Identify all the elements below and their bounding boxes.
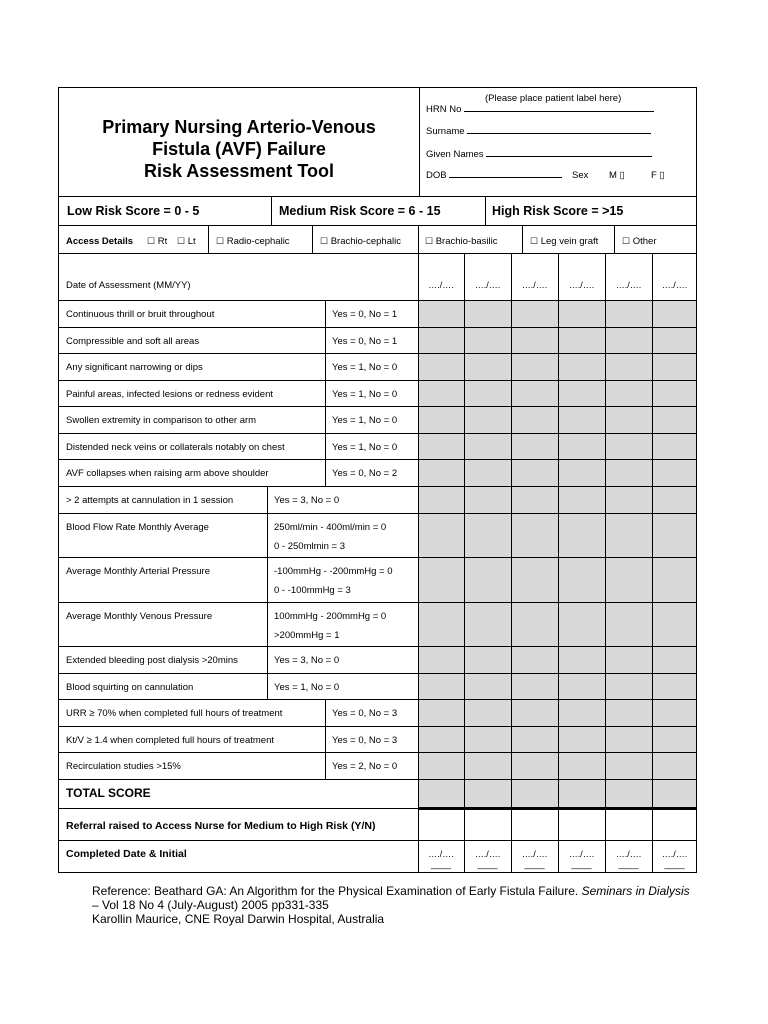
referral-entry-cell[interactable]: [558, 808, 605, 840]
date-entry-cell[interactable]: …./….: [428, 280, 454, 290]
score-entry-cell[interactable]: [605, 602, 652, 646]
score-entry-cell[interactable]: [652, 486, 697, 513]
access-other-option[interactable]: ☐ Other: [622, 236, 657, 247]
score-entry-cell[interactable]: [558, 752, 605, 779]
criterion-scoring: Yes = 0, No = 2: [332, 468, 398, 479]
total-score-cell[interactable]: [511, 779, 558, 808]
score-entry-cell[interactable]: [418, 406, 464, 433]
criterion-scoring: 100mmHg - 200mmHg = 0: [274, 611, 387, 622]
score-entry-cell[interactable]: [652, 752, 697, 779]
criterion-scoring: Yes = 1, No = 0: [332, 442, 398, 453]
criterion-label: Kt/V ≥ 1.4 when completed full hours of treatment: [66, 735, 274, 746]
criterion-label: Continuous thrill or bruit throughout: [66, 309, 215, 320]
score-entry-cell[interactable]: [605, 699, 652, 726]
score-entry-cell[interactable]: [418, 557, 464, 602]
criterion-scoring: Yes = 1, No = 0: [332, 415, 398, 426]
criterion-scoring-alt: 0 - -100mmHg = 3: [274, 585, 351, 596]
criterion-scoring: Yes = 0, No = 3: [332, 708, 398, 719]
assessment-form: [58, 87, 697, 873]
referral-entry-cell[interactable]: [511, 808, 558, 840]
criterion-label: AVF collapses when raising arm above shoulder: [66, 468, 269, 479]
score-entry-cell[interactable]: [605, 300, 652, 327]
score-entry-cell[interactable]: [558, 406, 605, 433]
score-entry-cell[interactable]: [418, 380, 464, 406]
score-entry-cell[interactable]: [418, 459, 464, 486]
radio-cephalic-checkbox-icon: ☐: [216, 236, 225, 246]
criterion-label: Swollen extremity in comparison to other arm: [66, 415, 257, 426]
referral-entry-cell[interactable]: [605, 808, 652, 840]
leg-vein-graft-checkbox-icon: ☐: [530, 236, 539, 246]
score-entry-cell[interactable]: [418, 602, 464, 646]
criterion-label: Any significant narrowing or dips: [66, 362, 203, 373]
criterion-scoring: -100mmHg - -200mmHg = 0: [274, 566, 393, 577]
completed-initial-cell[interactable]: ____: [477, 859, 498, 869]
access-radio-cephalic-option[interactable]: ☐ Radio-cephalic: [216, 236, 290, 247]
given-names-field[interactable]: Given Names: [426, 149, 652, 160]
score-entry-cell[interactable]: [652, 380, 697, 406]
score-entry-cell[interactable]: [418, 646, 464, 673]
criterion-scoring: Yes = 3, No = 0: [274, 495, 340, 506]
completed-date-cell[interactable]: …./….: [474, 849, 501, 859]
rt-checkbox-icon: ☐: [147, 236, 156, 246]
score-entry-cell[interactable]: [464, 406, 511, 433]
criterion-label: Average Monthly Arterial Pressure: [66, 566, 210, 577]
score-entry-cell[interactable]: [511, 327, 558, 353]
score-entry-cell[interactable]: [652, 699, 697, 726]
score-entry-cell[interactable]: [511, 646, 558, 673]
score-entry-cell[interactable]: [605, 486, 652, 513]
score-entry-cell[interactable]: [652, 557, 697, 602]
total-score-cell[interactable]: [652, 779, 697, 808]
score-entry-cell[interactable]: [511, 433, 558, 459]
score-entry-cell[interactable]: [605, 557, 652, 602]
high-risk-score: High Risk Score = >15: [492, 204, 624, 218]
score-entry-cell[interactable]: [464, 459, 511, 486]
total-score-cell[interactable]: [558, 779, 605, 808]
score-entry-cell[interactable]: [652, 327, 697, 353]
score-entry-cell[interactable]: [558, 699, 605, 726]
criterion-label: Extended bleeding post dialysis >20mins: [66, 655, 238, 666]
access-lt-option[interactable]: ☐ Lt: [177, 236, 196, 247]
completed-date-cell[interactable]: …./….: [661, 849, 688, 859]
score-entry-cell[interactable]: [464, 433, 511, 459]
score-entry-cell[interactable]: [511, 300, 558, 327]
score-entry-cell[interactable]: [652, 673, 697, 699]
hrn-field[interactable]: HRN No: [426, 104, 654, 115]
date-entry-cell[interactable]: …./….: [474, 280, 501, 290]
criterion-label: URR ≥ 70% when completed full hours of treatment: [66, 708, 283, 719]
referral-label: Referral raised to Access Nurse for Medium to High Risk (Y/N): [66, 820, 376, 832]
criterion-scoring: Yes = 1, No = 0: [332, 362, 398, 373]
score-entry-cell[interactable]: [418, 300, 464, 327]
score-entry-cell[interactable]: [558, 513, 605, 557]
score-entry-cell[interactable]: [558, 726, 605, 752]
score-entry-cell[interactable]: [605, 327, 652, 353]
criterion-scoring: Yes = 1, No = 0: [274, 682, 340, 693]
score-entry-cell[interactable]: [418, 486, 464, 513]
completed-date-cell[interactable]: …./….: [615, 849, 642, 859]
criterion-scoring: Yes = 3, No = 0: [274, 655, 340, 666]
total-score-label: TOTAL SCORE: [66, 786, 151, 800]
criterion-label: Average Monthly Venous Pressure: [66, 611, 213, 622]
score-entry-cell[interactable]: [418, 752, 464, 779]
sex-male-option[interactable]: M ▯: [609, 170, 625, 181]
score-entry-cell[interactable]: [511, 557, 558, 602]
medium-risk-score: Medium Risk Score = 6 - 15: [279, 204, 441, 218]
score-entry-cell[interactable]: [511, 459, 558, 486]
surname-field[interactable]: Surname: [426, 126, 651, 137]
completed-date-cell[interactable]: …./….: [428, 849, 454, 859]
criterion-label: Blood Flow Rate Monthly Average: [66, 522, 209, 533]
access-brachio-cephalic-option[interactable]: ☐ Brachio-cephalic: [320, 236, 401, 247]
criterion-label: > 2 attempts at cannulation in 1 session: [66, 495, 234, 506]
total-score-cell[interactable]: [605, 779, 652, 808]
female-checkbox-icon: ▯: [659, 170, 665, 181]
score-entry-cell[interactable]: [418, 433, 464, 459]
score-entry-cell[interactable]: [558, 646, 605, 673]
score-entry-cell[interactable]: [464, 486, 511, 513]
other-checkbox-icon: ☐: [622, 236, 631, 246]
score-entry-cell[interactable]: [464, 557, 511, 602]
completed-initial-cell[interactable]: ____: [524, 859, 545, 869]
score-entry-cell[interactable]: [464, 513, 511, 557]
score-entry-cell[interactable]: [652, 353, 697, 380]
score-entry-cell[interactable]: [605, 726, 652, 752]
date-of-assessment-label: Date of Assessment (MM/YY): [66, 280, 191, 291]
access-rt-option[interactable]: ☐ Rt: [147, 236, 168, 247]
score-entry-cell[interactable]: [418, 353, 464, 380]
completed-date-label: Completed Date & Initial: [66, 848, 187, 860]
score-entry-cell[interactable]: [558, 433, 605, 459]
date-entry-cell[interactable]: …./….: [568, 280, 595, 290]
score-entry-cell[interactable]: [605, 433, 652, 459]
score-entry-cell[interactable]: [605, 380, 652, 406]
referral-entry-cell[interactable]: [464, 808, 511, 840]
score-entry-cell[interactable]: [418, 699, 464, 726]
criterion-scoring: Yes = 0, No = 3: [332, 735, 398, 746]
score-entry-cell[interactable]: [464, 380, 511, 406]
score-entry-cell[interactable]: [558, 602, 605, 646]
criterion-scoring: Yes = 1, No = 0: [332, 389, 398, 400]
score-entry-cell[interactable]: [652, 300, 697, 327]
score-entry-cell[interactable]: [464, 353, 511, 380]
access-brachio-basilic-option[interactable]: ☐ Brachio-basilic: [425, 236, 498, 247]
patient-label-hint: (Please place patient label here): [485, 93, 622, 104]
score-entry-cell[interactable]: [558, 353, 605, 380]
criterion-label: Compressible and soft all areas: [66, 336, 200, 347]
score-entry-cell[interactable]: [511, 752, 558, 779]
score-entry-cell[interactable]: [652, 646, 697, 673]
criterion-scoring: Yes = 0, No = 1: [332, 336, 398, 347]
score-entry-cell[interactable]: [464, 602, 511, 646]
score-entry-cell[interactable]: [511, 380, 558, 406]
completed-initial-cell[interactable]: ____: [664, 859, 685, 869]
score-entry-cell[interactable]: [511, 486, 558, 513]
score-entry-cell[interactable]: [464, 327, 511, 353]
score-entry-cell[interactable]: [605, 646, 652, 673]
score-entry-cell[interactable]: [511, 673, 558, 699]
score-entry-cell[interactable]: [464, 646, 511, 673]
score-entry-cell[interactable]: [558, 557, 605, 602]
date-entry-cell[interactable]: …./….: [615, 280, 642, 290]
completed-date-cell[interactable]: …./….: [568, 849, 595, 859]
score-entry-cell[interactable]: [605, 406, 652, 433]
low-risk-score: Low Risk Score = 0 - 5: [67, 204, 200, 218]
total-score-cell[interactable]: [418, 779, 464, 808]
criterion-label: Blood squirting on cannulation: [66, 682, 194, 693]
score-entry-cell[interactable]: [464, 699, 511, 726]
score-entry-cell[interactable]: [605, 353, 652, 380]
criterion-scoring: Yes = 2, No = 0: [332, 761, 398, 772]
total-score-cell[interactable]: [464, 779, 511, 808]
score-entry-cell[interactable]: [605, 459, 652, 486]
sex-label: Sex: [572, 170, 589, 181]
access-details-label: Access Details: [66, 236, 134, 247]
score-entry-cell[interactable]: [652, 406, 697, 433]
score-entry-cell[interactable]: [464, 673, 511, 699]
sex-female-option[interactable]: F ▯: [651, 170, 665, 181]
form-title: Primary Nursing Arterio-Venous Fistula (AVF) Failure Risk Assessment Tool: [102, 117, 376, 181]
score-entry-cell[interactable]: [511, 406, 558, 433]
dob-field[interactable]: DOB: [426, 170, 562, 181]
score-entry-cell[interactable]: [418, 673, 464, 699]
score-entry-cell[interactable]: [652, 513, 697, 557]
score-entry-cell[interactable]: [652, 459, 697, 486]
criterion-label: Painful areas, infected lesions or redness evident: [66, 389, 274, 400]
score-entry-cell[interactable]: [652, 602, 697, 646]
score-entry-cell[interactable]: [558, 673, 605, 699]
score-entry-cell[interactable]: [511, 602, 558, 646]
male-checkbox-icon: ▯: [619, 170, 625, 181]
score-entry-cell[interactable]: [511, 699, 558, 726]
score-entry-cell[interactable]: [464, 752, 511, 779]
completed-date-cell[interactable]: …./….: [521, 849, 548, 859]
score-entry-cell[interactable]: [652, 726, 697, 752]
score-entry-cell[interactable]: [418, 513, 464, 557]
score-entry-cell[interactable]: [464, 300, 511, 327]
completed-initial-cell[interactable]: ____: [571, 859, 592, 869]
header-divider: [419, 88, 420, 197]
criterion-scoring-alt: >200mmHg = 1: [274, 630, 340, 641]
score-entry-cell[interactable]: [652, 433, 697, 459]
date-entry-cell[interactable]: …./….: [661, 280, 688, 290]
date-entry-cell[interactable]: …./….: [521, 280, 548, 290]
score-entry-cell[interactable]: [464, 726, 511, 752]
score-entry-cell[interactable]: [418, 726, 464, 752]
score-entry-cell[interactable]: [605, 673, 652, 699]
criterion-scoring: 250ml/min - 400ml/min = 0: [274, 522, 387, 533]
criterion-label: Recirculation studies >15%: [66, 761, 181, 772]
referral-entry-cell[interactable]: [652, 808, 697, 840]
completed-initial-cell[interactable]: ____: [618, 859, 639, 869]
brachio-cephalic-checkbox-icon: ☐: [320, 236, 329, 246]
score-entry-cell[interactable]: [558, 300, 605, 327]
criterion-scoring: Yes = 0, No = 1: [332, 309, 398, 320]
access-leg-vein-graft-option[interactable]: ☐ Leg vein graft: [530, 236, 599, 247]
score-entry-cell[interactable]: [511, 513, 558, 557]
referral-entry-cell[interactable]: [418, 808, 464, 840]
lt-checkbox-icon: ☐: [177, 236, 186, 246]
score-entry-cell[interactable]: [558, 327, 605, 353]
reference-note: Reference: Beathard GA: An Algorithm for the Physical Examination of Early Fistula Failure. Seminars in Dialysis – Vol 18 No 4 (July-August) 2005 pp331-335 Karollin Maurice, CNE Royal Darwin Hospital, Australia: [92, 884, 690, 926]
score-entry-cell[interactable]: [511, 726, 558, 752]
criterion-scoring-alt: 0 - 250mlmin = 3: [274, 541, 346, 552]
score-entry-cell[interactable]: [511, 353, 558, 380]
score-entry-cell[interactable]: [605, 752, 652, 779]
score-entry-cell[interactable]: [605, 513, 652, 557]
completed-initial-cell[interactable]: ____: [430, 859, 452, 869]
score-entry-cell[interactable]: [418, 327, 464, 353]
score-entry-cell[interactable]: [558, 459, 605, 486]
score-entry-cell[interactable]: [558, 380, 605, 406]
criterion-label: Distended neck veins or collaterals notably on chest: [66, 442, 285, 453]
score-entry-cell[interactable]: [558, 486, 605, 513]
brachio-basilic-checkbox-icon: ☐: [425, 236, 434, 246]
